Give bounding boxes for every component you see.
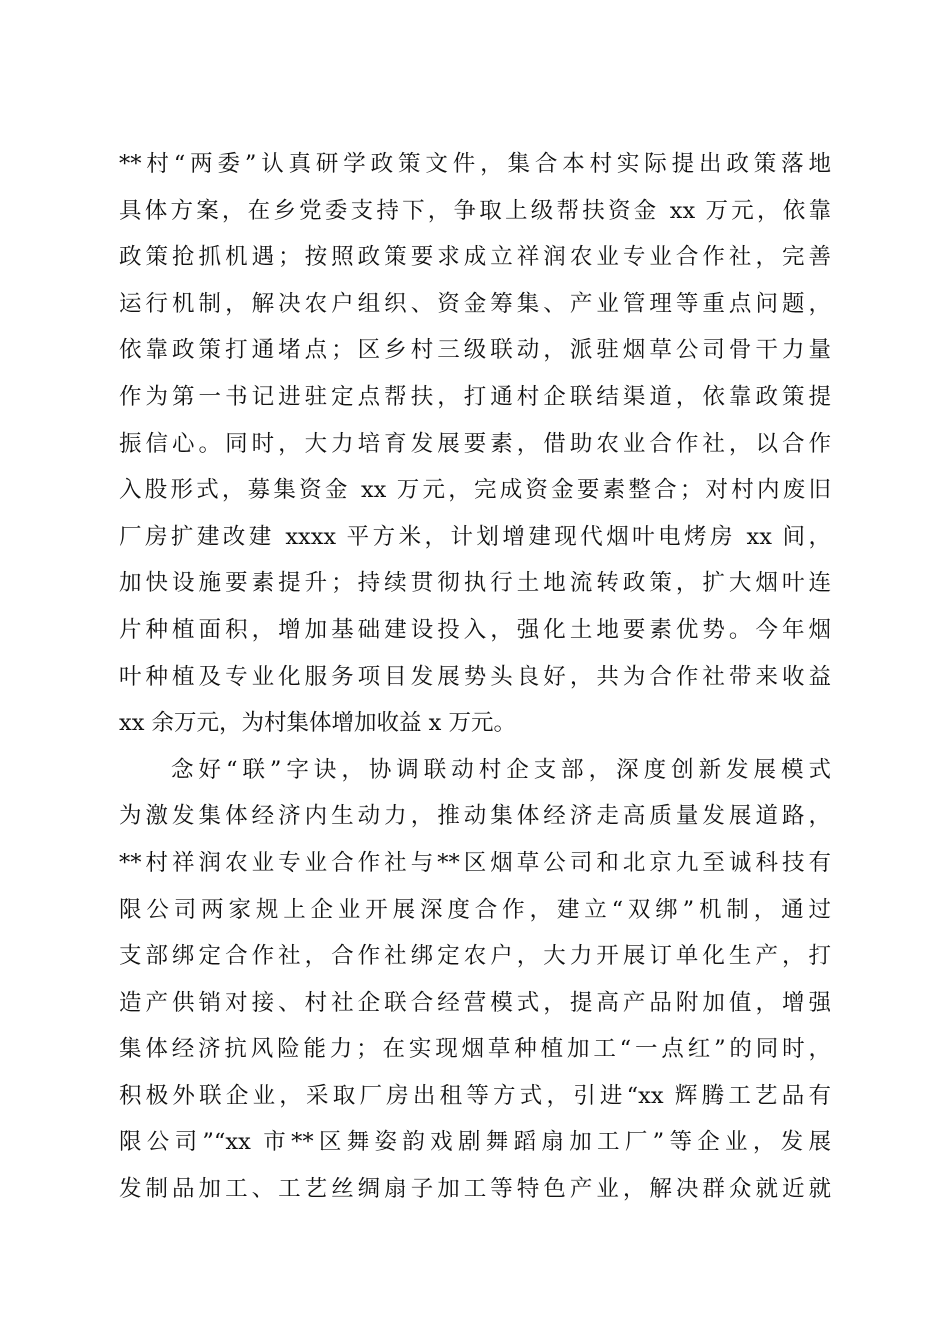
text-line: 发制品加工、工艺丝绸扇子加工等特色产业，解决群众就近就 <box>119 1176 831 1203</box>
text-line: 支部绑定合作社，合作社绑定农户，大力开展订单化生产，打 <box>119 943 831 970</box>
text-line: xx 余万元，为村集体增加收益 x 万元。 <box>119 710 517 737</box>
text-line: **村“两委”认真研学政策文件，集合本村实际提出政策落地 <box>119 151 831 177</box>
text-line: 入股形式，募集资金 xx 万元，完成资金要素整合；对村内废旧 <box>119 477 831 504</box>
text-line: 念好“联”字诀，协调联动村企支部，深度创新发展模式 <box>171 756 831 783</box>
text-line: 积极外联企业，采取厂房出租等方式，引进“xx 辉腾工艺品有 <box>119 1082 831 1109</box>
text-line: 加快设施要素提升；持续贯彻执行土地流转政策，扩大烟叶连 <box>119 570 831 597</box>
text-line: 造产供销对接、村社企联合经营模式，提高产品附加值，增强 <box>119 989 831 1016</box>
text-line: 运行机制，解决农户组织、资金筹集、产业管理等重点问题， <box>119 290 831 317</box>
paragraph-1 <box>119 141 831 747</box>
paragraph-2 <box>119 747 831 1213</box>
text-line: 片种植面积，增加基础建设投入，强化土地要素优势。今年烟 <box>119 616 831 643</box>
text-line: 依靠政策打通堵点；区乡村三级联动，派驻烟草公司骨干力量 <box>119 337 831 364</box>
text-line: 作为第一书记进驻定点帮扶，打通村企联结渠道，依靠政策提 <box>119 383 831 410</box>
text-line: 为激发集体经济内生动力，推动集体经济走高质量发展道路， <box>119 803 831 830</box>
text-line: 厂房扩建改建 xxxx 平方米，计划增建现代烟叶电烤房 xx 间， <box>119 523 831 550</box>
text-line: 集体经济抗风险能力；在实现烟草种植加工“一点红”的同时， <box>119 1036 831 1063</box>
body-text <box>119 141 831 1213</box>
text-line: 政策抢抓机遇；按照政策要求成立祥润农业专业合作社，完善 <box>119 244 831 271</box>
text-line: 叶种植及专业化服务项目发展势头良好，共为合作社带来收益 <box>119 663 831 690</box>
text-line: 限公司两家规上企业开展深度合作，建立“双绑”机制，通过 <box>119 896 831 923</box>
text-line: 具体方案，在乡党委支持下，争取上级帮扶资金 xx 万元，依靠 <box>119 197 831 224</box>
text-line: 限公司”“xx 市**区舞姿韵戏剧舞蹈扇加工厂”等企业，发展 <box>119 1129 831 1156</box>
text-line: **村祥润农业专业合作社与**区烟草公司和北京九至诚科技有 <box>119 849 831 876</box>
text-line: 振信心。同时，大力培育发展要素，借助农业合作社，以合作 <box>119 430 831 457</box>
